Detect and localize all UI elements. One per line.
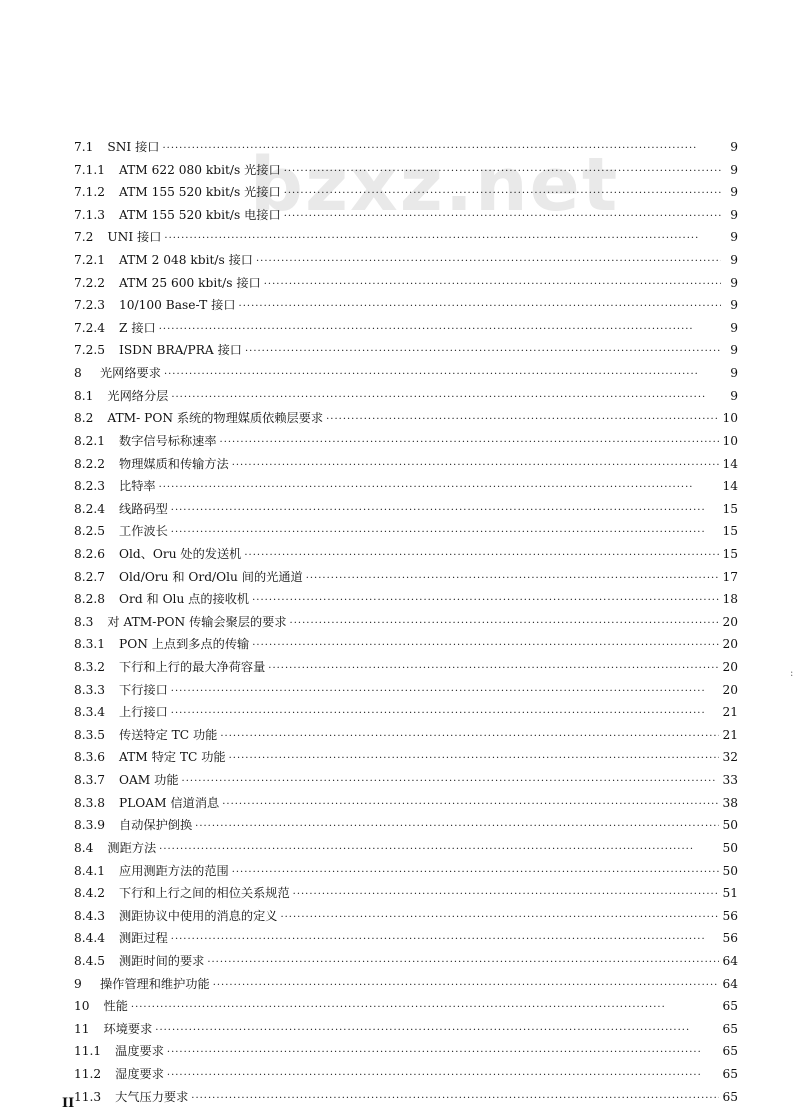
toc-entry-number: 7.1.2 — [74, 185, 106, 200]
toc-entry[interactable] — [74, 837, 738, 860]
toc-entry-number: 8.2.3 — [74, 479, 106, 494]
toc-entry-number: 8.3.9 — [74, 818, 106, 833]
toc-leader-dots — [293, 884, 720, 907]
toc-entry[interactable] — [74, 927, 738, 950]
toc-entry-title: 环境要求 — [103, 1021, 153, 1036]
toc-entry-number: 8.4.5 — [74, 953, 106, 968]
toc-entry-number: 7.2.2 — [74, 275, 106, 290]
toc-entry-page: 9 — [730, 253, 738, 268]
toc-entry-title: 测距时间的要求 — [119, 953, 205, 968]
toc-entry-title: 工作波长 — [119, 524, 168, 539]
toc-entry-page: 50 — [722, 863, 738, 878]
toc-entry-title: 性能 — [103, 999, 128, 1014]
toc-leader-dots — [244, 545, 719, 568]
toc-entry[interactable] — [74, 588, 738, 611]
toc-leader-dots — [222, 794, 719, 817]
toc-entry-title: SNI 接口 — [107, 140, 160, 154]
toc-entry[interactable] — [74, 724, 738, 747]
toc-entry-number: 7.2.4 — [74, 320, 106, 335]
toc-leader-dots — [159, 319, 721, 342]
toc-entry-number: 8 — [74, 366, 82, 381]
toc-entry-title: 大气压力要求 — [115, 1089, 189, 1104]
toc-leader-dots — [284, 183, 721, 206]
toc-entry-page: 9 — [730, 275, 738, 290]
toc-entry-title: 传送特定 TC 功能 — [119, 727, 218, 742]
toc-leader-dots — [256, 251, 721, 274]
toc-entry-page: 9 — [730, 140, 738, 154]
toc-entry-title: 应用测距方法的范围 — [119, 863, 229, 878]
toc-entry-title: ATM 特定 TC 功能 — [119, 750, 226, 765]
toc-entry[interactable] — [74, 520, 738, 543]
toc-leader-dots — [155, 1020, 719, 1043]
toc-entry[interactable] — [74, 430, 738, 453]
toc-entry-page: 33 — [722, 773, 738, 788]
toc-leader-dots — [159, 477, 720, 500]
toc-entry-page: 20 — [722, 660, 738, 675]
toc-entry-page: 18 — [722, 592, 738, 607]
toc-entry-title: 测距过程 — [119, 931, 168, 946]
toc-entry-title: Old、Oru 处的发送机 — [119, 546, 242, 561]
toc-leader-dots — [164, 228, 721, 251]
toc-entry[interactable] — [74, 701, 738, 724]
toc-entry-title: 操作管理和维护功能 — [100, 976, 210, 991]
toc-entry-page: 65 — [722, 999, 738, 1014]
toc-entry-page: 10 — [722, 411, 738, 426]
toc-entry[interactable] — [74, 656, 738, 679]
toc-entry[interactable] — [74, 159, 738, 182]
toc-entry-number: 7.1.1 — [74, 162, 106, 177]
toc-entry-page: 32 — [722, 750, 738, 765]
toc-entry-number: 7.2 — [74, 230, 94, 245]
toc-entry[interactable] — [74, 226, 738, 249]
toc-entry-title: PLOAM 信道消息 — [119, 795, 220, 810]
toc-leader-dots — [191, 1088, 719, 1111]
toc-leader-dots — [280, 907, 719, 930]
toc-leader-dots — [213, 975, 720, 998]
toc-entry-number: 8.2.4 — [74, 501, 106, 516]
toc-entry-title: 自动保护倒换 — [119, 818, 193, 833]
toc-leader-dots — [195, 816, 719, 839]
toc-entry[interactable] — [74, 249, 738, 272]
toc-entry[interactable] — [74, 543, 738, 566]
toc-entry-title: 10/100 Base-T 接口 — [119, 298, 236, 313]
toc-entry-page: 50 — [722, 818, 738, 833]
toc-leader-dots — [167, 1042, 720, 1065]
toc-entry-page: 9 — [730, 320, 738, 335]
toc-entry-number: 8.3.5 — [74, 727, 106, 742]
toc-entry-number: 11.3 — [74, 1089, 102, 1104]
toc-entry-number: 8.2.5 — [74, 524, 106, 539]
toc-leader-dots — [167, 1065, 720, 1088]
toc-entry[interactable] — [74, 475, 738, 498]
toc-entry-title: 数字信号标称速率 — [119, 433, 217, 448]
toc-entry-number: 8.3.7 — [74, 773, 106, 788]
toc-entry[interactable] — [74, 317, 738, 340]
toc-entry-title: 温度要求 — [115, 1044, 164, 1059]
toc-entry-page: 64 — [722, 976, 738, 991]
toc-entry-number: 8.2.6 — [74, 546, 106, 561]
toc-entry-page: 51 — [722, 886, 738, 901]
toc-entry-title: 下行和上行之间的相位关系规范 — [119, 886, 290, 901]
toc-entry-title: 下行接口 — [119, 682, 168, 697]
toc-entry-page: 65 — [722, 1021, 738, 1036]
toc-leader-dots — [306, 568, 720, 591]
toc-leader-dots — [171, 703, 720, 726]
toc-entry-number: 7.1 — [74, 140, 94, 154]
toc-entry-title: ISDN BRA/PRA 接口 — [119, 343, 242, 358]
toc-entry[interactable] — [74, 181, 738, 204]
toc-entry-number: 7.2.1 — [74, 253, 106, 268]
toc-entry-number: 8.4 — [74, 840, 94, 855]
toc-entry-title: 光网络要求 — [100, 366, 161, 381]
toc-entry-title: Z 接口 — [119, 320, 156, 335]
toc-entry-number: 8.3.6 — [74, 750, 106, 765]
toc-entry-page: 20 — [722, 682, 738, 697]
toc-entry[interactable] — [74, 1018, 738, 1041]
toc-entry-number: 8.2.7 — [74, 569, 106, 584]
toc-entry-title: PON 上点到多点的传输 — [119, 637, 250, 652]
toc-entry[interactable] — [74, 860, 738, 883]
toc-entry[interactable] — [74, 950, 738, 973]
toc-entry-page: 9 — [730, 343, 738, 358]
toc-entry-number: 8.4.1 — [74, 863, 106, 878]
toc-entry-title: 下行和上行的最大净荷容量 — [119, 660, 266, 675]
toc-leader-dots — [220, 726, 719, 749]
toc-entry-number: 8.3.4 — [74, 705, 106, 720]
toc-entry-page: 15 — [722, 546, 738, 561]
toc-entry-number: 8.2.8 — [74, 592, 106, 607]
toc-entry-title: 对 ATM-PON 传输会聚层的要求 — [107, 614, 287, 629]
toc-entry-page: 17 — [722, 569, 738, 584]
toc-entry-page: 9 — [730, 388, 738, 403]
toc-entry[interactable] — [74, 1040, 738, 1063]
toc-leader-dots — [207, 952, 719, 975]
toc-entry-number: 8.1 — [74, 388, 94, 403]
toc-entry-page: 56 — [722, 908, 738, 923]
toc-entry-title: ATM 155 520 kbit/s 电接口 — [119, 207, 281, 222]
toc-entry[interactable] — [74, 272, 738, 295]
toc-entry-title: 比特率 — [119, 479, 156, 494]
toc-leader-dots — [239, 296, 721, 319]
table-of-contents — [74, 136, 738, 1108]
toc-entry-number: 7.1.3 — [74, 207, 106, 222]
toc-entry[interactable] — [74, 1086, 738, 1109]
toc-entry-title: 上行接口 — [119, 705, 168, 720]
toc-leader-dots — [171, 929, 720, 952]
toc-entry-page: 9 — [730, 162, 738, 177]
toc-entry-page: 65 — [722, 1066, 738, 1081]
toc-entry-page: 21 — [722, 705, 738, 720]
toc-leader-dots — [232, 862, 720, 885]
toc-leader-dots — [232, 455, 720, 478]
toc-entry-page: 14 — [722, 479, 738, 494]
page-number: II — [62, 1096, 75, 1111]
toc-entry-number: 11.2 — [74, 1066, 102, 1081]
toc-entry[interactable] — [74, 294, 738, 317]
toc-entry-page: 21 — [722, 727, 738, 742]
toc-entry-number: 10 — [74, 999, 90, 1014]
toc-entry[interactable] — [74, 882, 738, 905]
toc-leader-dots — [131, 997, 720, 1020]
toc-leader-dots — [220, 432, 720, 455]
toc-entry[interactable] — [74, 611, 738, 634]
toc-entry[interactable] — [74, 362, 738, 385]
toc-leader-dots — [171, 387, 721, 410]
toc-entry-page: 65 — [722, 1044, 738, 1059]
toc-entry[interactable] — [74, 746, 738, 769]
toc-entry-title: 物理媒质和传输方法 — [119, 456, 229, 471]
toc-entry[interactable] — [74, 204, 738, 227]
toc-entry[interactable] — [74, 136, 738, 159]
toc-entry[interactable] — [74, 973, 738, 996]
toc-leader-dots — [290, 613, 720, 636]
toc-entry-number: 7.2.5 — [74, 343, 106, 358]
toc-entry[interactable] — [74, 995, 738, 1018]
toc-entry-page: 9 — [730, 207, 738, 222]
toc-entry[interactable] — [74, 814, 738, 837]
toc-entry-number: 8.2.2 — [74, 456, 106, 471]
toc-entry-number: 7.2.3 — [74, 298, 106, 313]
toc-leader-dots — [159, 839, 719, 862]
toc-entry-title: 线路码型 — [119, 501, 168, 516]
toc-entry[interactable] — [74, 905, 738, 928]
toc-entry-title: ATM 622 080 kbit/s 光接口 — [119, 162, 281, 177]
toc-entry-title: 测距方法 — [107, 840, 157, 855]
toc-leader-dots — [182, 771, 720, 794]
toc-entry[interactable] — [74, 339, 738, 362]
toc-entry[interactable] — [74, 769, 738, 792]
toc-leader-dots — [171, 500, 720, 523]
toc-leader-dots — [252, 635, 719, 658]
toc-entry-page: 14 — [722, 456, 738, 471]
toc-entry-page: 15 — [722, 524, 738, 539]
toc-entry[interactable] — [74, 566, 738, 589]
toc-leader-dots — [162, 138, 721, 161]
toc-entry-title: ATM 155 520 kbit/s 光接口 — [119, 185, 281, 200]
toc-leader-dots — [245, 341, 721, 364]
toc-leader-dots — [164, 364, 721, 387]
toc-entry-page: 64 — [722, 953, 738, 968]
toc-entry-number: 8.3.1 — [74, 637, 106, 652]
toc-entry-number: 8.2.1 — [74, 433, 106, 448]
toc-entry-number: 11.1 — [74, 1044, 102, 1059]
toc-entry-page: 20 — [722, 637, 738, 652]
toc-entry-page: 10 — [722, 433, 738, 448]
toc-entry-page: 9 — [730, 230, 738, 245]
toc-entry-title: 光网络分层 — [107, 388, 169, 403]
toc-entry[interactable] — [74, 453, 738, 476]
toc-entry-number: 8.4.3 — [74, 908, 106, 923]
toc-leader-dots — [252, 590, 719, 613]
toc-entry-title: Old/Oru 和 Ord/Olu 间的光通道 — [119, 569, 303, 584]
toc-entry-page: 65 — [722, 1089, 738, 1104]
toc-entry[interactable] — [74, 1063, 738, 1086]
toc-entry-page: 9 — [730, 298, 738, 313]
toc-entry-page: 20 — [722, 614, 738, 629]
toc-entry-page: 9 — [730, 366, 738, 381]
toc-entry-number: 8.3.8 — [74, 795, 106, 810]
toc-leader-dots — [268, 658, 719, 681]
toc-entry[interactable] — [74, 385, 738, 408]
toc-entry-title: ATM 25 600 kbit/s 接口 — [119, 275, 261, 290]
toc-entry-title: OAM 功能 — [119, 773, 179, 788]
toc-entry-page: 9 — [730, 185, 738, 200]
toc-entry-number: 8.3.2 — [74, 660, 106, 675]
toc-entry-title: Ord 和 Olu 点的接收机 — [119, 592, 250, 607]
toc-entry[interactable] — [74, 633, 738, 656]
toc-entry[interactable] — [74, 407, 738, 430]
toc-entry-page: 15 — [722, 501, 738, 516]
toc-entry-title: ATM- PON 系统的物理媒质依赖层要求 — [107, 411, 324, 426]
toc-entry-title: UNI 接口 — [107, 230, 162, 245]
toc-entry-number: 8.3.3 — [74, 682, 106, 697]
watermark: bzxz.net — [250, 142, 620, 228]
toc-entry-number: 11 — [74, 1021, 90, 1036]
toc-leader-dots — [284, 206, 721, 229]
toc-leader-dots — [171, 681, 720, 704]
toc-entry-number: 8.2 — [74, 411, 94, 426]
margin-mark: : — [790, 668, 794, 679]
toc-entry-title: 湿度要求 — [115, 1066, 164, 1081]
toc-leader-dots — [229, 748, 720, 771]
toc-entry-page: 50 — [722, 840, 738, 855]
toc-leader-dots — [171, 522, 720, 545]
toc-entry-page: 38 — [722, 795, 738, 810]
toc-entry-title: ATM 2 048 kbit/s 接口 — [119, 253, 253, 268]
toc-entry-number: 8.3 — [74, 614, 94, 629]
toc-entry-number: 9 — [74, 976, 82, 991]
toc-entry[interactable] — [74, 498, 738, 521]
toc-entry-number: 8.4.4 — [74, 931, 106, 946]
toc-entry[interactable] — [74, 679, 738, 702]
toc-entry[interactable] — [74, 792, 738, 815]
toc-leader-dots — [326, 409, 719, 432]
toc-leader-dots — [284, 161, 721, 184]
toc-entry-page: 56 — [722, 931, 738, 946]
toc-entry-title: 测距协议中使用的消息的定义 — [119, 908, 278, 923]
toc-leader-dots — [264, 274, 721, 297]
toc-entry-number: 8.4.2 — [74, 886, 106, 901]
